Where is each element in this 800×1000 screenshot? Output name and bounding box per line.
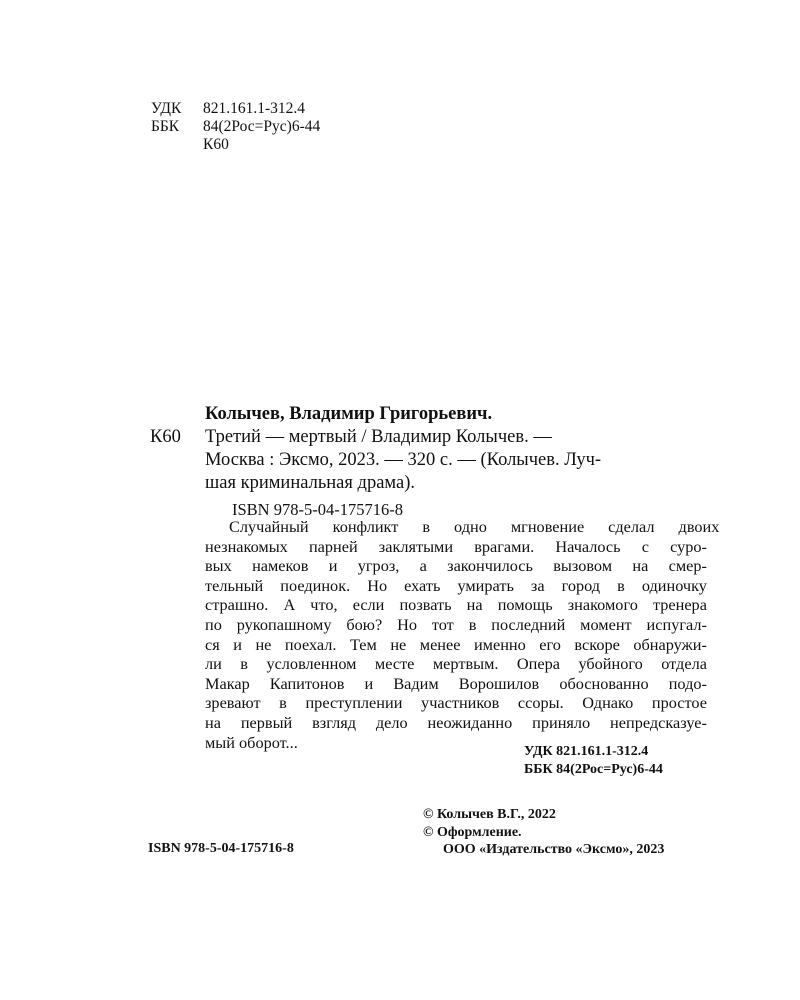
- annotation-word: тельный: [205, 575, 264, 595]
- annotation-word: Но: [367, 575, 388, 595]
- annotation-word: приняло: [532, 712, 591, 732]
- annotation-word: Началось: [555, 536, 621, 556]
- annotation-line: [205, 693, 707, 713]
- annotation-word: одиночку: [641, 575, 707, 595]
- annotation-word: мгновение: [510, 517, 585, 536]
- annotation-word: сделал: [608, 517, 655, 536]
- annotation-line: [205, 674, 707, 694]
- annotation-word: отдела: [661, 654, 707, 674]
- annotation-word: на: [466, 595, 483, 615]
- annotation: [205, 517, 720, 752]
- copyright-publisher: ООО «Издательство «Эксмо», 2023: [443, 842, 665, 857]
- entry-author-mark: К60: [150, 427, 181, 447]
- copyright-design: © Оформление.: [423, 824, 522, 840]
- annotation-word: знакомого: [567, 595, 638, 615]
- annotation-word: убойного: [578, 654, 643, 674]
- bbk-value: 84(2Рос=Рус)6-44: [203, 118, 321, 135]
- annotation-word: момент: [580, 614, 632, 634]
- annotation-word: и: [364, 673, 374, 693]
- annotation-word: ехать: [404, 575, 441, 595]
- annotation-word: Случайный: [229, 517, 309, 536]
- annotation-word: рукопашному: [236, 614, 332, 634]
- annotation-line: [205, 556, 707, 576]
- annotation-word: Ворошилов: [458, 673, 540, 693]
- annotation-word: если: [352, 595, 385, 615]
- bbk-label: ББК: [151, 118, 180, 135]
- annotation-word: позвать: [399, 595, 452, 615]
- annotation-word: ли: [205, 654, 222, 674]
- annotation-word: Капитонов: [269, 673, 345, 693]
- author-mark: К60: [203, 136, 229, 153]
- annotation-word: подо-: [668, 673, 707, 693]
- entry-line: Москва : Эксмо, 2023. — 320 с. — (Колычев. Луч-: [205, 450, 602, 470]
- annotation-word: одно: [454, 517, 487, 536]
- annotation-word: Тем: [349, 634, 377, 654]
- annotation-word: на: [632, 556, 649, 576]
- annotation-line: [205, 635, 707, 655]
- annotation-word: поехал.: [284, 634, 337, 654]
- annotation-line: [205, 576, 707, 596]
- annotation-word: умирать: [457, 575, 514, 595]
- entry-line: Третий — мертвый / Владимир Колычев. —: [205, 427, 552, 447]
- entry-line: шая криминальная драма).: [205, 473, 415, 493]
- annotation-word: участников: [421, 693, 500, 713]
- bibliographic-record: [150, 403, 710, 521]
- annotation-word: за: [530, 575, 545, 595]
- annotation-word: непредсказуе-: [610, 712, 707, 732]
- annotation-word: Вадим: [393, 673, 439, 693]
- annotation-word: страшно.: [205, 595, 269, 615]
- annotation-word: а: [419, 556, 427, 576]
- copyright-block: [423, 806, 664, 859]
- annotation-word: обнаружи-: [633, 634, 707, 654]
- annotation-word: парней: [308, 536, 358, 556]
- annotation-word: в: [422, 517, 431, 536]
- annotation-word: тренера: [652, 595, 707, 615]
- annotation-word: Макар: [205, 673, 250, 693]
- classification-codes: [151, 100, 320, 154]
- bbk-row: [151, 118, 320, 136]
- annotation-word: ся: [205, 634, 220, 654]
- annotation-word: обоснованно: [559, 673, 649, 693]
- copyright-author: © Колычев В.Г., 2022: [423, 807, 556, 822]
- entry-isbn: ISBN 978-5-04-175716-8: [232, 500, 403, 519]
- annotation-word: поединок.: [280, 575, 351, 595]
- annotation-word: незнакомых: [205, 536, 288, 556]
- annotation-word: в: [240, 654, 248, 674]
- annotation-word: А: [283, 595, 296, 615]
- annotation-word: по: [205, 614, 222, 634]
- annotation-word: менее: [419, 634, 461, 654]
- annotation-bbk: ББК 84(2Рос=Рус)6-44: [524, 762, 663, 777]
- isbn-bottom: ISBN 978-5-04-175716-8: [148, 841, 294, 856]
- annotation-line: [205, 537, 707, 557]
- annotation-word: намеков: [252, 556, 309, 576]
- annotation-word: бою?: [346, 614, 383, 634]
- annotation-word: в: [617, 575, 625, 595]
- annotation-word: угроз,: [357, 556, 400, 576]
- udk-row: [151, 100, 320, 118]
- udk-value: 821.161.1-312.4: [203, 100, 306, 117]
- annotation-word: смер-: [668, 556, 707, 576]
- annotation-word: преступлении: [305, 693, 403, 713]
- annotation-word: Однако: [582, 693, 634, 713]
- annotation-word: двоих: [678, 517, 720, 536]
- annotation-word: мертвым.: [432, 654, 499, 674]
- annotation-word: месте: [374, 654, 415, 674]
- annotation-word: что,: [310, 595, 338, 615]
- annotation-word: последний: [491, 614, 566, 634]
- annotation-word: дело: [375, 712, 408, 732]
- annotation-word: именно: [473, 634, 526, 654]
- annotation-word: его: [539, 634, 561, 654]
- annotation-word: помощь: [497, 595, 553, 615]
- annotation-line: [205, 595, 707, 615]
- annotation-word: взгляд: [312, 712, 356, 732]
- annotation-word: простое: [651, 693, 707, 713]
- annotation-word: на: [205, 712, 221, 732]
- annotation-word: суро-: [670, 536, 707, 556]
- annotation-word: с: [641, 536, 649, 556]
- title-entry: [150, 426, 710, 495]
- annotation-word: тот: [431, 614, 454, 634]
- annotation-word: Опера: [516, 654, 560, 674]
- annotation-word: вых: [205, 556, 232, 576]
- annotation-line-last: мый оборот...: [205, 732, 298, 752]
- annotation-codes: [524, 743, 663, 779]
- annotation-word: испугал-: [646, 614, 707, 634]
- annotation-word: и: [328, 556, 338, 576]
- annotation-udk: УДК 821.161.1-312.4: [524, 744, 649, 759]
- annotation-word: врагами.: [474, 536, 535, 556]
- annotation-line: [205, 615, 707, 635]
- annotation-word: зревают: [205, 693, 261, 713]
- annotation-word: не: [390, 634, 407, 654]
- annotation-word: условленном: [266, 654, 357, 674]
- annotation-word: вскоре: [574, 634, 620, 654]
- annotation-word: ссоры.: [517, 693, 564, 713]
- annotation-word: в: [468, 614, 477, 634]
- annotation-word: в: [279, 693, 287, 713]
- annotation-word: вызовом: [553, 556, 613, 576]
- annotation-line: [205, 713, 707, 733]
- annotation-word: не: [255, 634, 272, 654]
- udk-label: УДК: [151, 100, 182, 117]
- annotation-word: и: [233, 634, 242, 654]
- annotation-line: [205, 517, 720, 537]
- annotation-word: заклятыми: [378, 536, 454, 556]
- annotation-word: конфликт: [332, 517, 399, 536]
- annotation-word: Но: [397, 614, 417, 634]
- annotation-word: первый: [240, 712, 293, 732]
- annotation-word: закончилось: [447, 556, 533, 576]
- author-heading: Колычев, Владимир Григорьевич.: [205, 404, 493, 424]
- annotation-word: город: [561, 575, 601, 595]
- annotation-line: [205, 654, 707, 674]
- annotation-word: неожиданно: [427, 712, 513, 732]
